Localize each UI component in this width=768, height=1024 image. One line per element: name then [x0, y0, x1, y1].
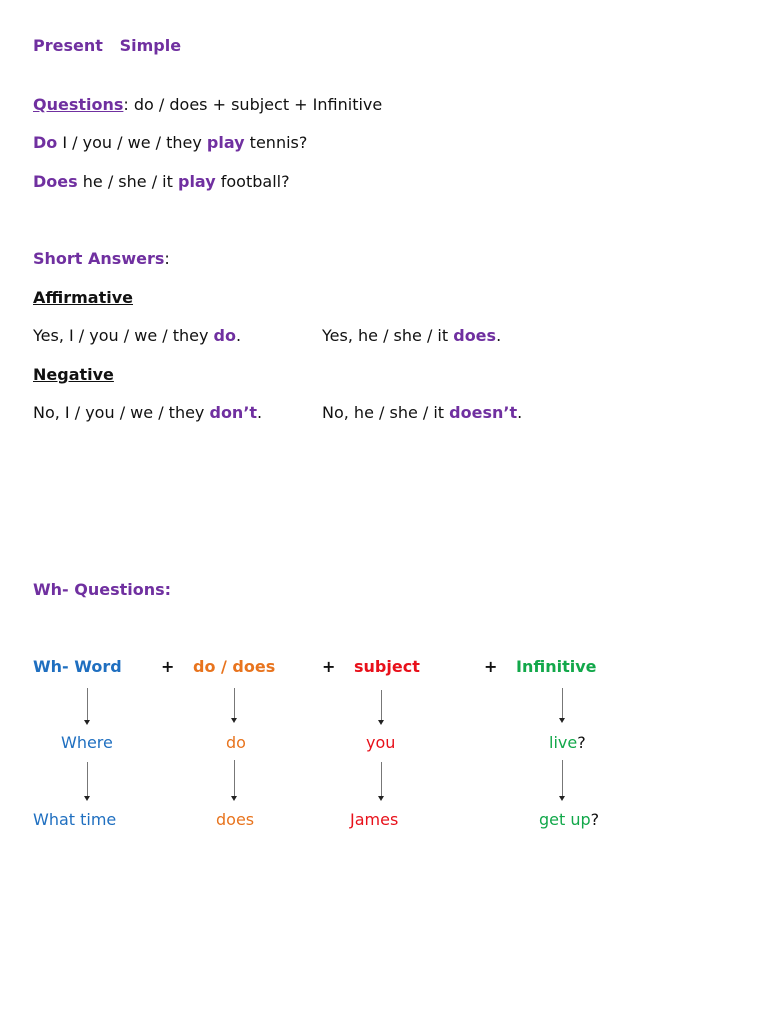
header-do-does: do / does [193, 657, 276, 676]
ex1-verb: play [206, 133, 245, 152]
affirmative-singular-period: . [496, 326, 502, 345]
arrow-down-icon [234, 760, 235, 796]
header-wh-word: Wh- Word [33, 657, 122, 676]
short-answers-label: Short Answers [33, 249, 165, 268]
row1-aux: do [226, 733, 246, 752]
affirmative-does: does [453, 326, 497, 345]
row1-subject: you [366, 733, 396, 752]
ex1-rest: tennis? [244, 133, 308, 152]
negative-doesnt: doesn’t [449, 403, 518, 422]
arrow-down-icon [562, 760, 563, 796]
page-title [33, 36, 181, 56]
ex1-subject: I / you / we / they [57, 133, 207, 152]
ex2-subject: he / she / it [77, 172, 178, 191]
wh-questions-heading: Wh- Questions: [33, 580, 172, 599]
arrow-down-icon [87, 688, 88, 720]
questions-label: Questions [33, 95, 124, 114]
title-word-simple: Simple [119, 36, 182, 55]
affirmative-plural-period: . [236, 326, 242, 345]
arrow-down-icon [234, 688, 235, 718]
affirmative-singular [322, 326, 501, 346]
row2-verb: get up [539, 810, 591, 829]
row2-subject: James [350, 810, 399, 829]
row1-verb-line [549, 733, 586, 753]
affirmative-do: do [213, 326, 236, 345]
arrow-down-icon [381, 762, 382, 796]
row1-question-mark: ? [577, 733, 586, 752]
negative-singular-period: . [517, 403, 523, 422]
negative-singular-text: No, he / she / it [322, 403, 450, 422]
arrow-down-icon [381, 690, 382, 720]
question-example-1 [33, 133, 307, 153]
header-subject: subject [354, 657, 420, 676]
negative-singular [322, 403, 522, 423]
affirmative-singular-text: Yes, he / she / it [322, 326, 454, 345]
affirmative-label: Affirmative [33, 288, 133, 307]
title-word-present: Present [33, 36, 103, 55]
ex2-verb: play [177, 172, 216, 191]
question-example-2 [33, 172, 290, 192]
negative-dont: don’t [209, 403, 258, 422]
questions-formula-line [33, 95, 382, 115]
aux-do: Do [33, 133, 58, 152]
aux-does: Does [33, 172, 78, 191]
affirmative-plural-text: Yes, I / you / we / they [33, 326, 214, 345]
negative-plural-period: . [257, 403, 263, 422]
negative-label: Negative [33, 365, 114, 384]
short-answers-colon: : [164, 249, 170, 268]
plus-sign-1: + [161, 657, 175, 676]
header-infinitive: Infinitive [516, 657, 597, 676]
affirmative-plural [33, 326, 241, 346]
row2-aux: does [216, 810, 255, 829]
plus-sign-2: + [322, 657, 336, 676]
short-answers-heading [33, 249, 170, 269]
row2-wh-word: What time [33, 810, 117, 829]
arrow-down-icon [87, 762, 88, 796]
arrow-down-icon [562, 688, 563, 718]
row1-verb: live [549, 733, 578, 752]
questions-formula: : do / does + subject + Infinitive [123, 95, 383, 114]
row2-verb-line [539, 810, 599, 830]
ex2-rest: football? [215, 172, 290, 191]
negative-plural [33, 403, 262, 423]
row1-wh-word: Where [61, 733, 113, 752]
plus-sign-3: + [484, 657, 498, 676]
negative-plural-text: No, I / you / we / they [33, 403, 210, 422]
row2-question-mark: ? [590, 810, 600, 829]
